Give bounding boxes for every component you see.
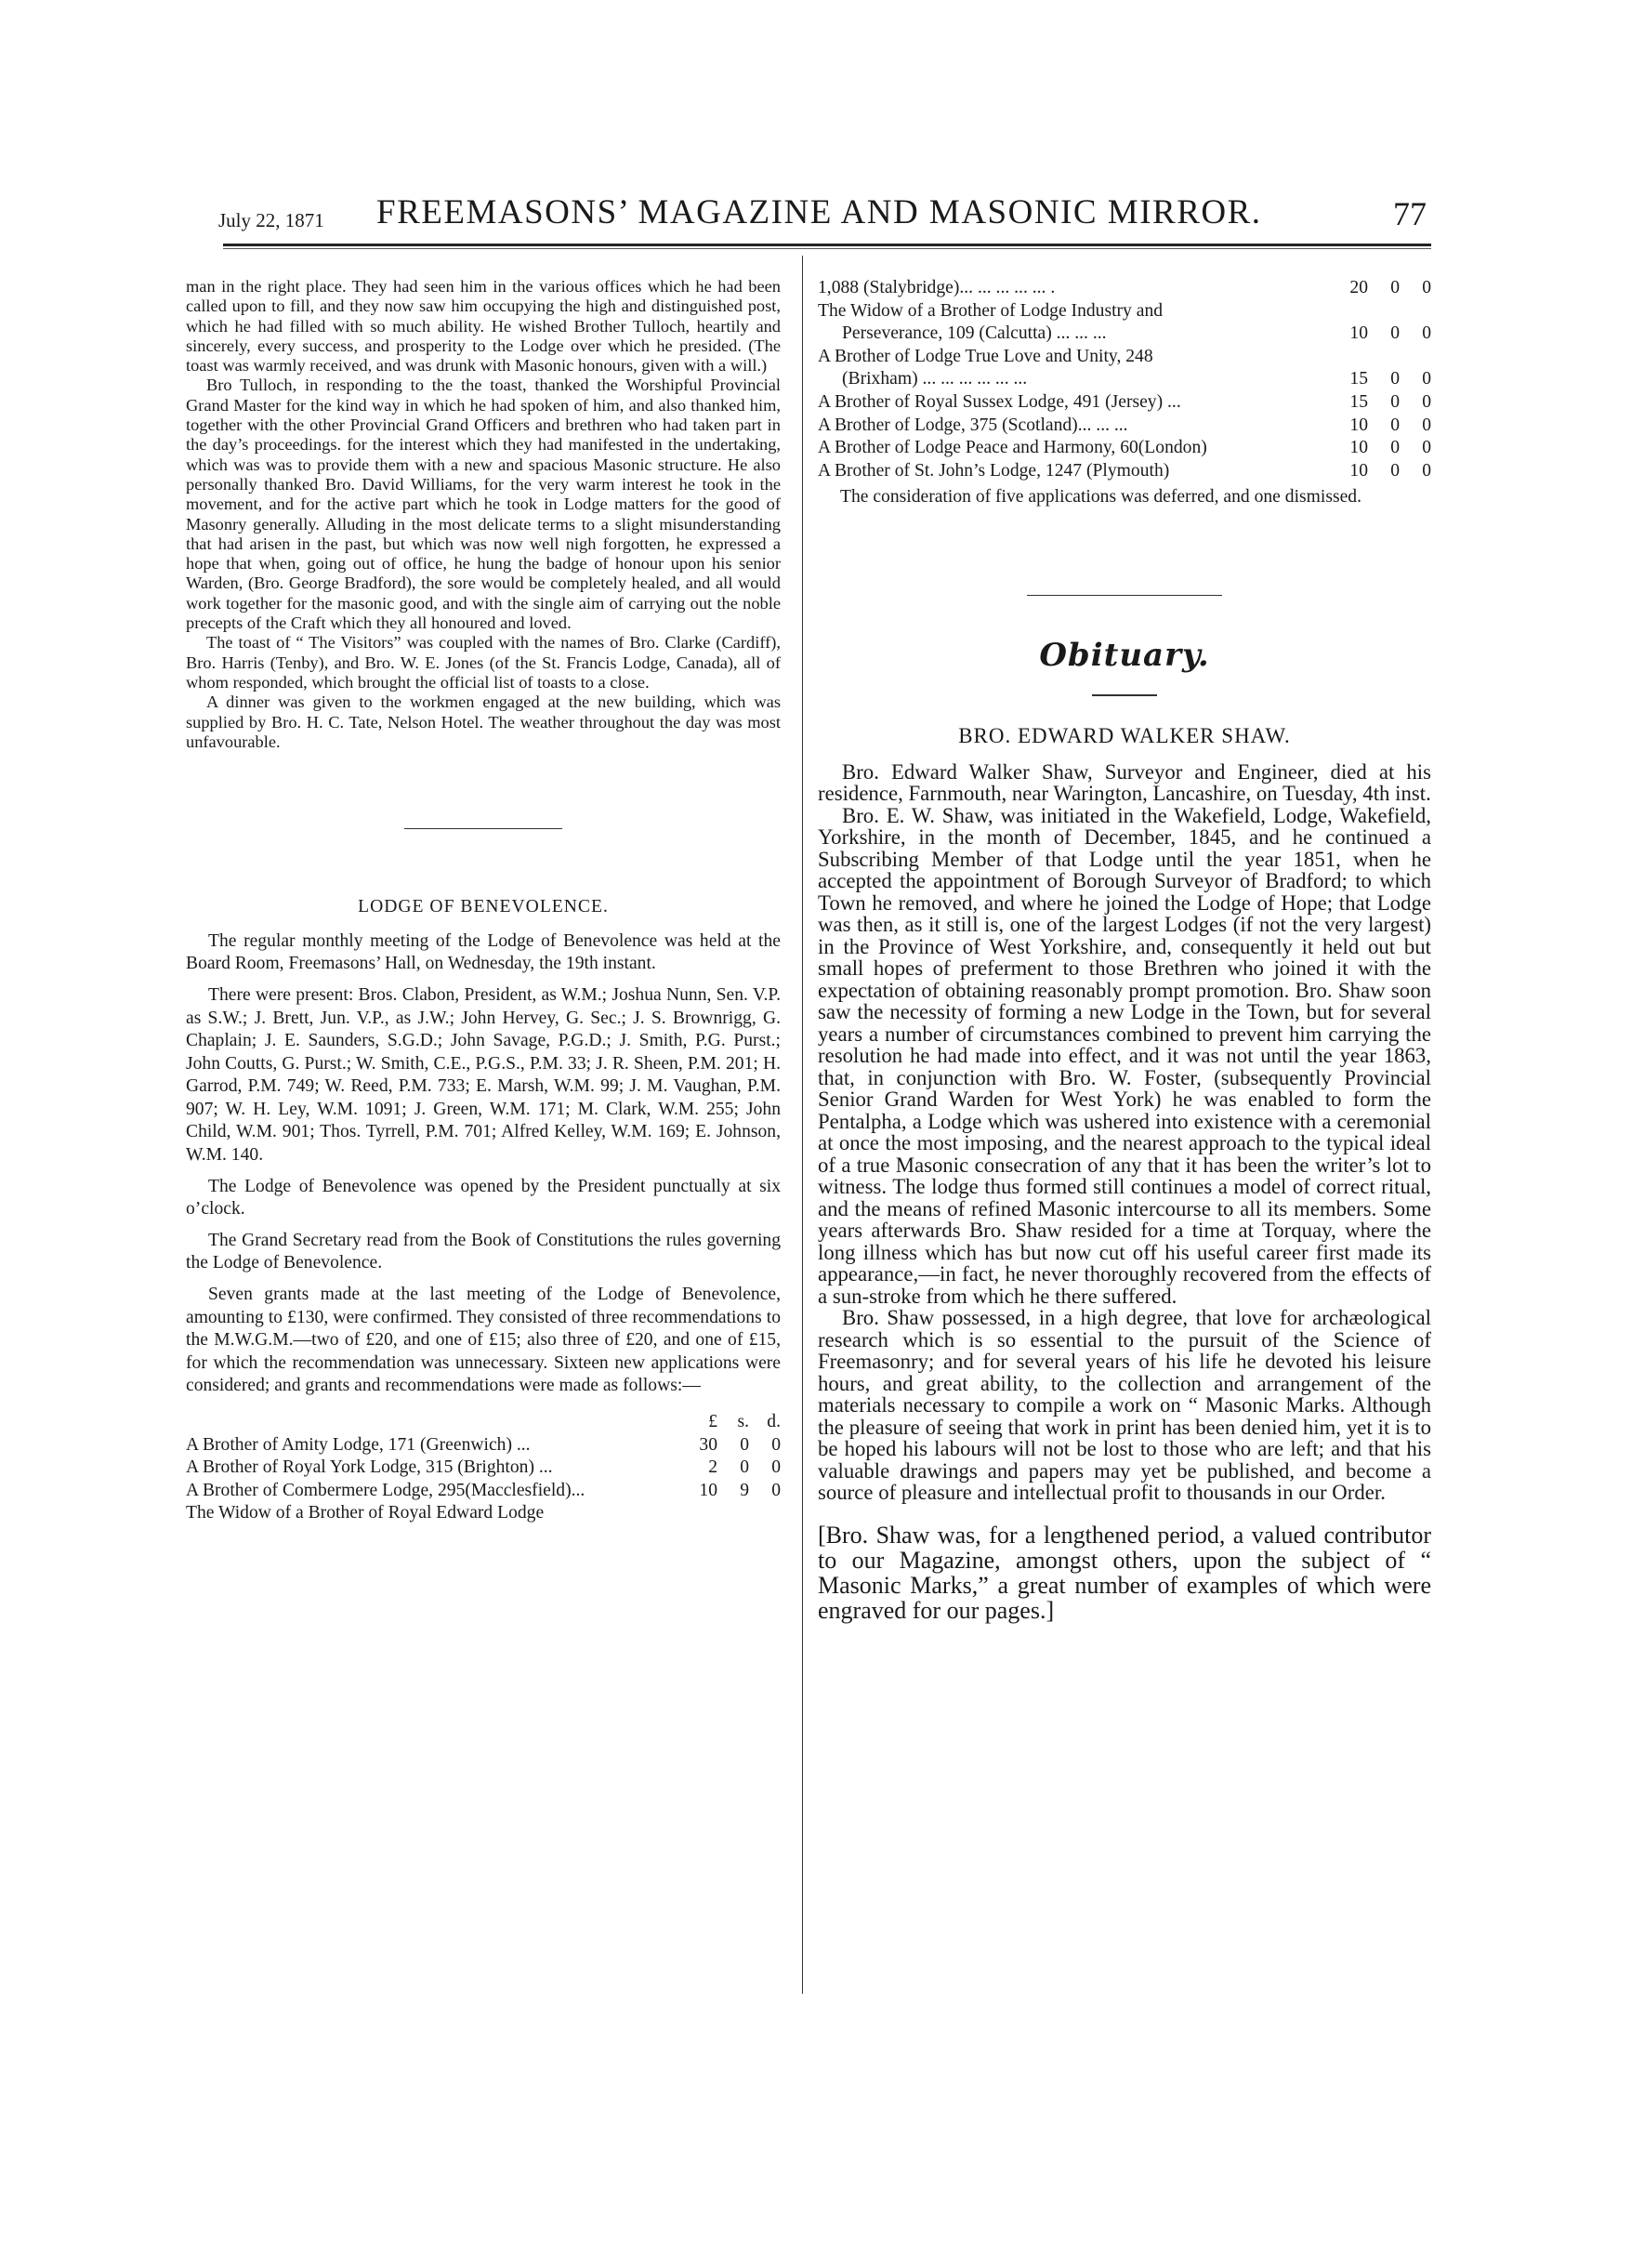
grant-pounds: 10 [1349,460,1368,481]
grant-shillings: 0 [1390,323,1400,344]
deferred-note: The consideration of five applications was deferred, and one dismissed. [840,487,1361,508]
header-rule [223,244,1431,246]
paragraph: The toast of “ The Visitors” was coupled with the names of Bro. Clarke (Cardiff), Bro. Harris (Tenby), and Bro. W. E. Jones (of the St. Francis Lodge, Canada), all of whom responded, which brought the official list of toasts to a close. [186,633,781,692]
benevolence-report [186,930,781,1398]
obituary-body [818,761,1431,1504]
masthead-title: FREEMASONS’ MAGAZINE AND MASONIC MIRROR. [376,193,1262,231]
grant-shillings [717,1502,749,1525]
grant-recipient: 1,088 (Stalybridge)... ... ... ... ... . [818,278,1056,297]
grant-recipient: A Brother of Royal York Lodge, 315 (Brighton) ... [186,1457,553,1478]
pence-header: d. [767,1412,781,1431]
money-column-header [186,1411,781,1434]
report-continuation [186,277,781,752]
grant-shillings: 0 [1390,415,1400,435]
grant-pounds: 10 [1349,438,1368,458]
grant-pounds [1327,346,1368,369]
grant-recipient: A Brother of Lodge Peace and Harmony, 60(London) [818,438,1207,458]
grant-pence: 0 [1422,460,1431,481]
grant-shillings [1368,300,1400,323]
grant-shillings: 0 [1390,391,1400,412]
paragraph: The regular monthly meeting of the Lodge of Benevolence was held at the Board Room, Freemasons’ Hall, on Wednesday, the 19th instant. [186,930,781,974]
grant-row [818,277,1431,300]
grant-pence [1400,346,1431,369]
grant-pence [1400,300,1431,323]
grant-pounds: 30 [699,1434,717,1455]
header-rule-thin [223,248,1431,249]
pounds-header: £ [708,1412,717,1431]
grant-row [818,323,1431,346]
grants-table [186,1411,781,1525]
paragraph: A dinner was given to the workmen engaged at the new building, which was supplied by Bro. H. C. Tate, Nelson Hotel. The weather throughout the day was most unfavourable. [186,692,781,751]
grant-recipient: A Brother of St. John’s Lodge, 1247 (Plymouth) [818,460,1170,481]
grant-pence: 0 [771,1480,781,1500]
grant-recipient: Perseverance, 109 (Calcutta) ... ... ... [842,323,1107,344]
obituary-heading: Obituary. [1039,636,1210,674]
paragraph: Bro. Shaw possessed, in a high degree, that love for archæological research which is so essential to the pursuit of the Science of Freemasonry; and for several years of his life he devoted his leisure hours, and great ability, to the collection and arrangement of the materials necessary to compile a work on “ Masonic Marks. Although the pleasure of seeing that work in print has been denied him, yet it is to be hoped his labours will not be lost to those who are left; and that his valuable drawings and papers may yet be published, and become a source of pleasure and intellectual profit to thousands in our Order. [818,1306,1431,1505]
grant-row [818,368,1431,391]
grant-row [818,391,1431,415]
grant-pounds: 10 [699,1480,717,1500]
grant-recipient: A Brother of Royal Sussex Lodge, 491 (Jersey) ... [818,391,1181,412]
grant-pence: 0 [1422,369,1431,389]
grant-pounds: 15 [1349,369,1368,389]
grant-row [818,460,1431,483]
grant-recipient: A Brother of Lodge True Love and Unity, 248 [818,346,1153,366]
paragraph: Seven grants made at the last meeting of the Lodge of Benevolence, amounting to £130, were confirmed. They consisted of three recommendations to the M.W.G.M.—two of £20, and one of £15; also three of £20, and one of £15, for which the recommendation was unnecessary. Sixteen new applications were considered; and grants and recommendations were made as follows:— [186,1285,781,1396]
paragraph: The Grand Secretary read from the Book of Constitutions the rules governing the Lodge of Benevolence. [186,1230,781,1273]
paragraph: Bro Tulloch, in responding to the the toast, thanked the Worshipful Provincial Grand Master for the kind way in which he had spoken of him, and also thanked him, together with the other Provincial Grand Officers and brethren who had taken part in the day’s proceedings. for the interest which they had manifested in the undertaking, which was was to provide them with a new and spacious Masonic structure. He also personally thanked Bro. David Williams, for the very warm interest he took in the movement, and for the active part which he took in Lodge matters for the good of Masonry generally. Alluding in the most delicate terms to a slight misunderstanding that had arisen in the past, but which was now well nigh forgotten, he expressed a hope that when, going out of office, he hung the badge of honour upon his senior Warden, (Bro. George Bradford), the sore would be completely healed, and all would work together for the masonic good, and with the single aim of carrying out the noble precepts of the Craft which they all honoured and loved. [186,376,781,633]
grant-pence: 0 [771,1434,781,1455]
page-header [218,191,1427,237]
grant-shillings: 0 [740,1457,749,1478]
paragraph: Bro. Edward Walker Shaw, Surveyor and Engineer, died at his residence, Farnmouth, near Warington, Lancashire, on Tuesday, 4th inst. [818,759,1431,806]
grant-shillings: 0 [740,1434,749,1455]
grant-recipient: A Brother of Combermere Lodge, 295(Macclesfield)... [186,1480,585,1500]
grant-shillings: 9 [740,1480,749,1500]
grant-row [186,1434,781,1457]
grant-recipient: The Widow of a Brother of Royal Edward Lodge [186,1503,545,1523]
grant-pounds: 2 [708,1457,717,1478]
grant-pounds [677,1502,717,1525]
right-column [818,277,1431,1623]
paragraph: The Lodge of Benevolence was opened by the President punctually at six o’clock. [186,1176,781,1220]
grant-row [186,1502,781,1525]
grant-shillings: 0 [1390,369,1400,389]
grant-shillings: 0 [1390,460,1400,481]
issue-date: July 22, 1871 [218,209,324,231]
grant-row [818,437,1431,460]
grant-row [186,1457,781,1480]
grant-recipient: (Brixham) ... ... ... ... ... ... [842,369,1028,389]
grant-pence [749,1502,781,1525]
grant-recipient: A Brother of Lodge, 375 (Scotland)... ... ... [818,415,1128,435]
section-heading: LODGE OF BENEVOLENCE. [358,897,609,917]
grant-pence: 0 [1422,323,1431,344]
grant-shillings [1368,346,1400,369]
grant-pounds: 10 [1349,415,1368,435]
grant-shillings: 0 [1390,278,1400,297]
grant-pence: 0 [1422,278,1431,297]
grants-table-continued [818,277,1431,482]
grant-pence: 0 [1422,415,1431,435]
left-column [186,277,781,1525]
shillings-header: s. [737,1412,749,1431]
grant-row [818,346,1431,369]
grant-recipient: The Widow of a Brother of Lodge Industry and [818,300,1164,321]
grant-row [818,300,1431,323]
paragraph: There were present: Bros. Clabon, President, as W.M.; Joshua Nunn, Sen. V.P. as S.W.; J. Brett, Jun. V.P., as J.W.; John Hervey, G. Sec.; J. S. Brownrigg, G. Chaplain; J. E. Saunders, S.G.D.; John Savage, P.G.D.; J. Smith, P.G. Purst.; John Coutts, G. Purst.; W. Smith, C.E., P.G.S., P.M. 33; J. R. Sheen, P.M. 201; H. Garrod, P.M. 749; W. Reed, P.M. 733; E. Marsh, W.M. 99; J. M. Vaughan, P.M. 907; W. H. Ley, W.M. 1091; J. Green, W.M. 171; M. Clark, W.M. 255; John Child, W.M. 901; Thos. Tyrrell, P.M. 701; Alfred Kelley, W.M. 169; E. Johnson, W.M. 140. [186,984,781,1166]
grant-pence: 0 [1422,438,1431,458]
grant-pence: 0 [771,1457,781,1478]
grant-pence: 0 [1422,391,1431,412]
grant-recipient: A Brother of Amity Lodge, 171 (Greenwich) ... [186,1434,531,1455]
paragraph: Bro. E. W. Shaw, was initiated in the Wakefield, Lodge, Wakefield, Yorkshire, in the month of December, 1845, and he continued a Subscribing Member of that Lodge until the year 1851, when he accepted the appointment of Borough Surveyor of Bradford; to which Town he removed, and where he joined the Lodge of Hope; that Lodge was then, as it still is, one of the largest Lodges (if not the very largest) in the Province of West Yorkshire, and, consequently it held out but small hopes of preferment to those Brethren who joined it with the expectation of obtaining reasonably prompt promotion. Bro. Shaw soon saw the necessity of forming a new Lodge in the Town, but for several years a number of circumstances combined to prevent him carrying the resolution he had made into effect, and it was not until the year 1863, that, in conjunction with Bro. W. Foster, (subsequently Provincial Senior Grand Warden for West York) he was enabled to form the Pentalpha, a Lodge which was ushered into existence with a ceremonial at once the most imposing, and the nearest approach to the typical ideal of a true Masonic consecration of any that it has been the writer’s lot to witness. The lodge thus formed still continues a model of correct ritual, and the means of refined Masonic intercourse to all its members. Some years afterwards Bro. Shaw resided for a time at Torquay, where the long illness which has but now cut off his useful career first made its appearance,—in fact, he never thoroughly recovered from the effects of a sun-stroke from which he there suffered. [818,803,1431,1308]
paragraph: man in the right place. They had seen him in the various offices which he had been called upon to fill, and they now saw him occupying the high and distinguished post, which he had filled with so much ability. He wished Brother Tulloch, heartily and sincerely, every success, and prosperity to the Lodge over which he presided. (The toast was warmly received, and was drunk with Masonic honours, given with a will.) [186,277,781,376]
grant-pounds: 15 [1349,391,1368,412]
grant-pounds [1327,300,1368,323]
column-divider [802,256,803,1994]
grant-pounds: 10 [1349,323,1368,344]
grant-pounds: 20 [1349,278,1368,297]
grant-row [818,415,1431,438]
page-number: 77 [1393,195,1427,232]
editor-note: [Bro. Shaw was, for a lengthened period, a valued contributor to our Magazine, amongst others, upon the subject of “ Masonic Marks,” a great number of examples of which were engraved for our pages.] [818,1521,1431,1624]
obituary-subheading: BRO. EDWARD WALKER SHAW. [958,723,1291,747]
grant-shillings: 0 [1390,438,1400,458]
grant-row [186,1480,781,1503]
